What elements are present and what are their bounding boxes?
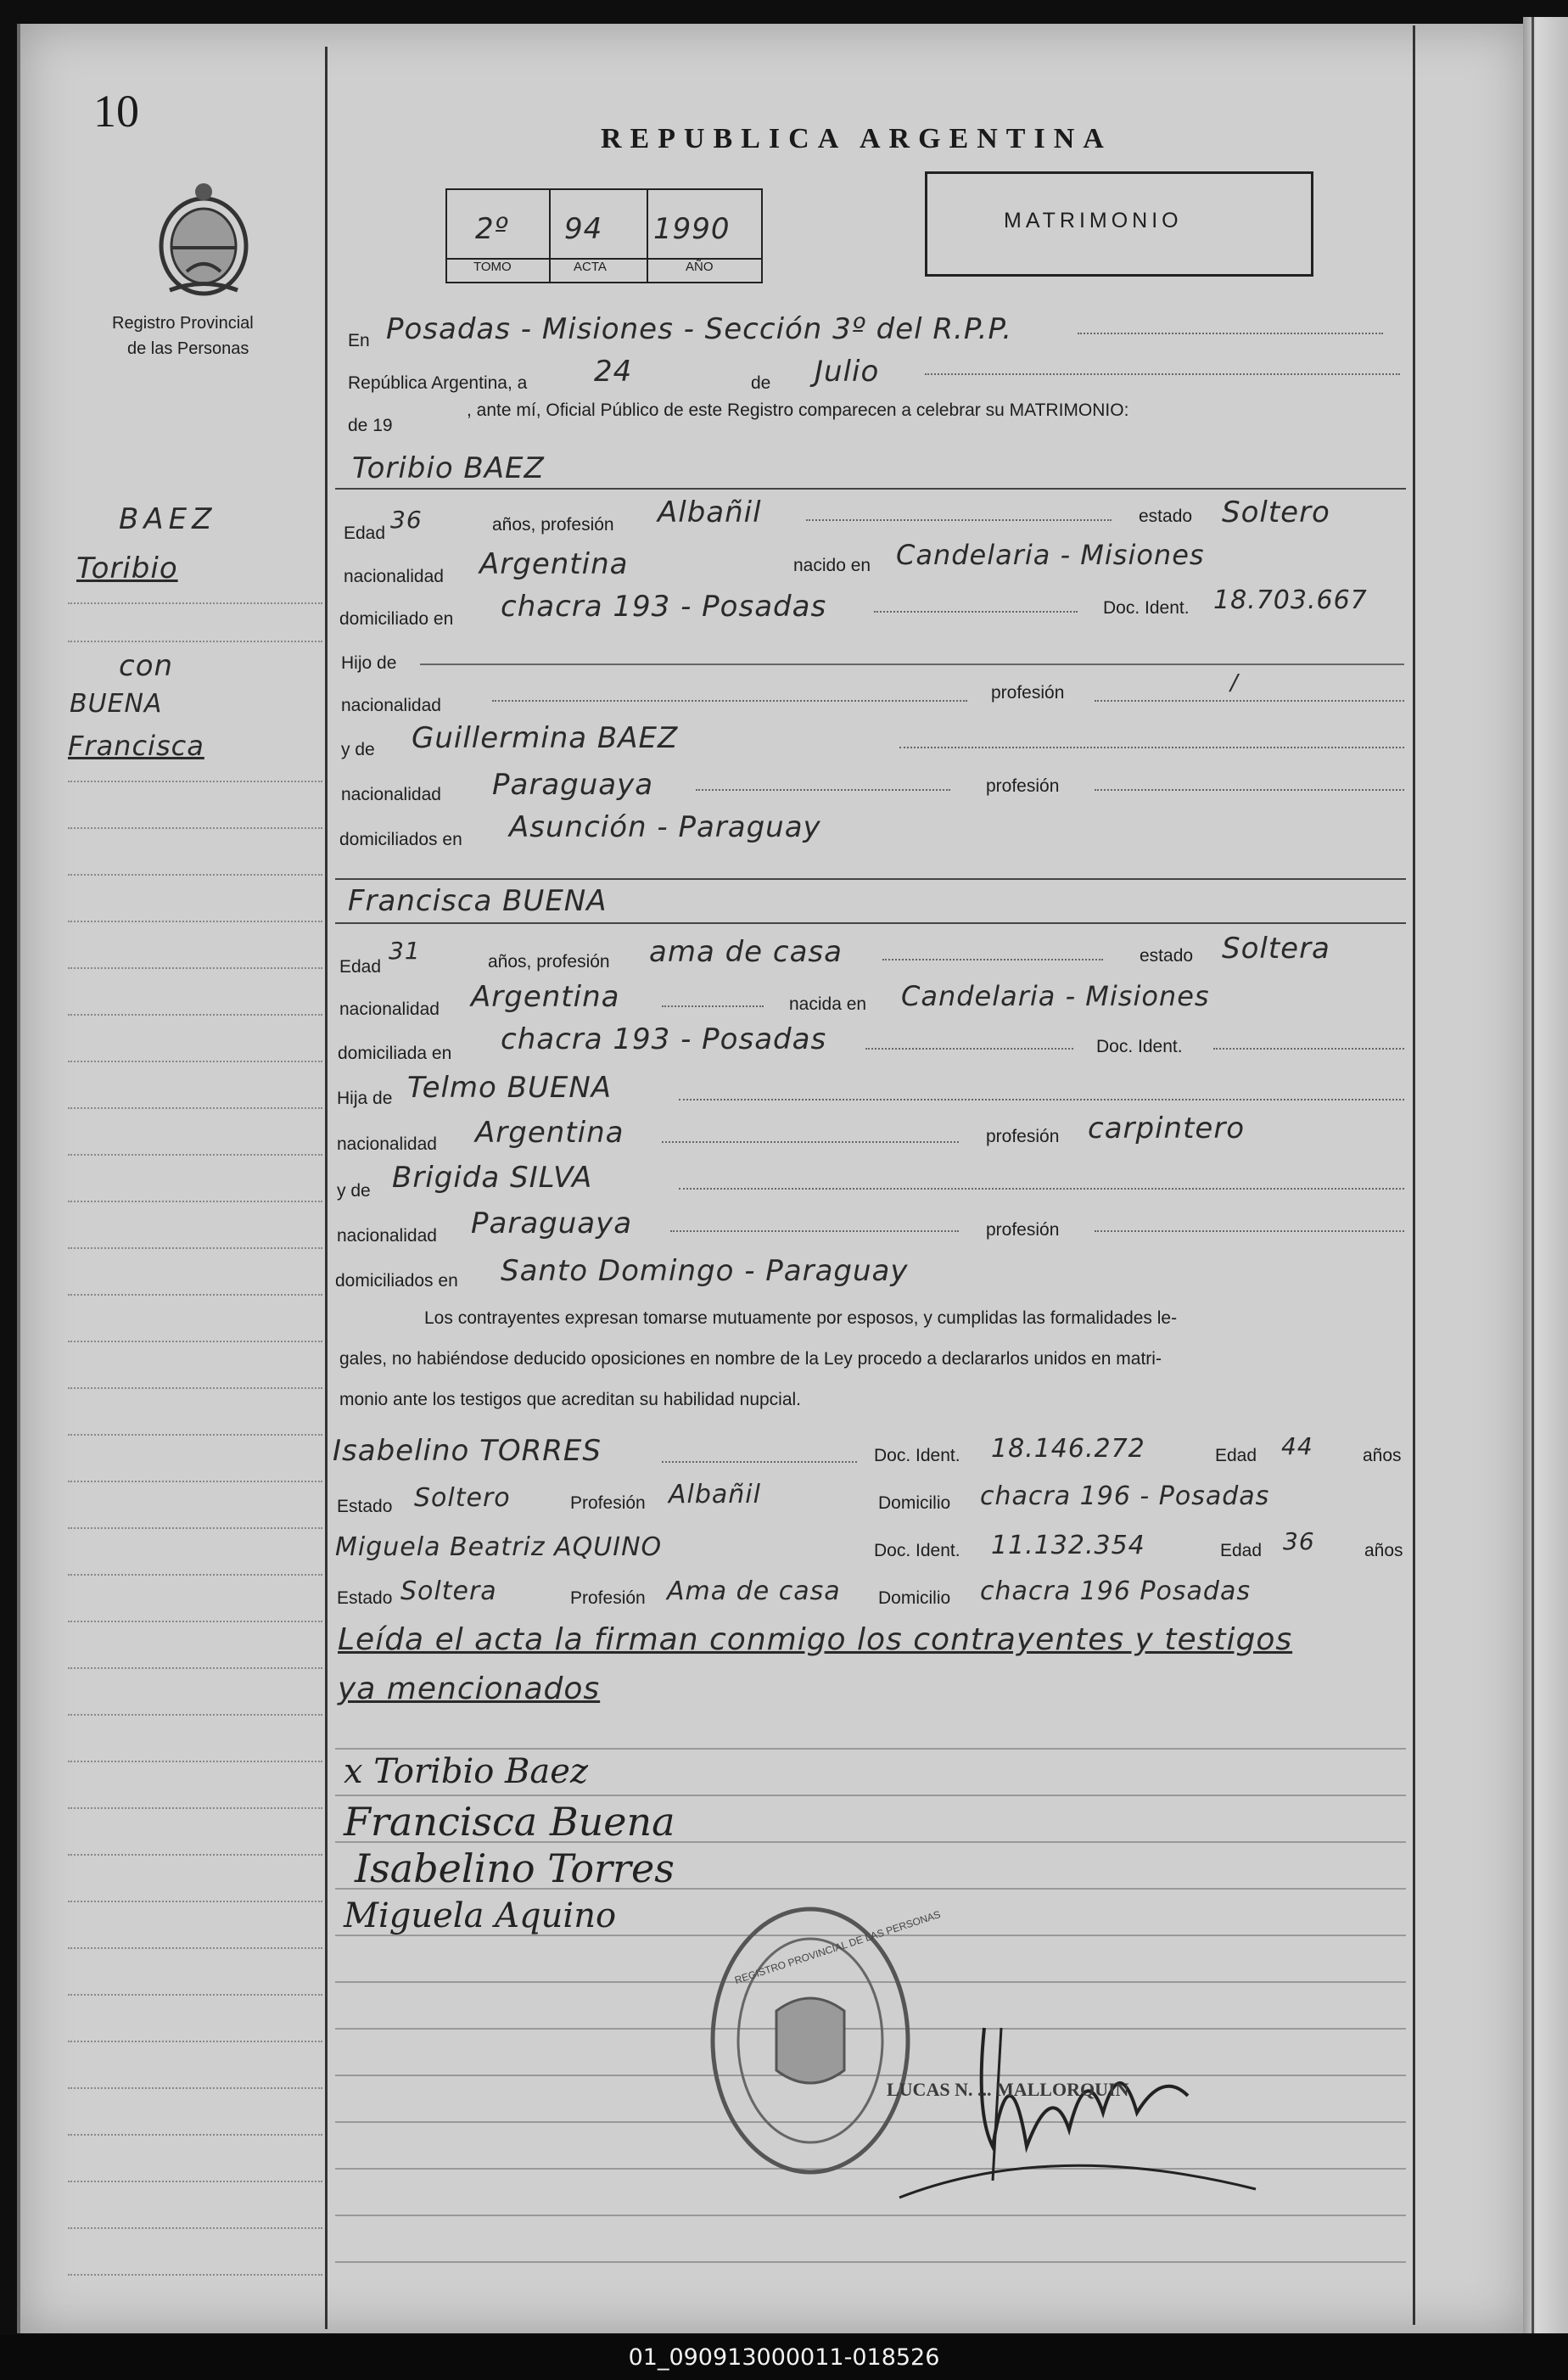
- husband-profesion: Albañil: [658, 496, 762, 529]
- witness1-doc: 18.146.272: [991, 1434, 1145, 1464]
- day-value: 24: [594, 355, 633, 389]
- ano-value: 1990: [653, 212, 731, 246]
- signature-witness1: Isabelino Torres: [355, 1845, 675, 1891]
- wife-madre-nac: Paraguaya: [471, 1207, 633, 1240]
- margin-husband-surname: BAEZ: [119, 502, 217, 536]
- witness1-doc-label: Doc. Ident.: [874, 1446, 960, 1465]
- wife-nac-label: nacionalidad: [339, 1000, 440, 1019]
- wife-domicilio: chacra 193 - Posadas: [501, 1022, 827, 1056]
- husband-madre-prof-label: profesión: [986, 776, 1060, 796]
- wife-edad: 31: [389, 937, 421, 965]
- wife-dom-label: domiciliada en: [338, 1044, 452, 1063]
- wife-madre: Brigida SILVA: [392, 1161, 593, 1195]
- republica-label: República Argentina, a: [348, 373, 528, 393]
- margin-con: con: [119, 649, 174, 683]
- witness2-profesion: Ama de casa: [667, 1576, 841, 1606]
- tomo-value: 2º: [475, 212, 509, 246]
- witness2-prof-label: Profesión: [570, 1588, 646, 1608]
- witness2-estado: Soltera: [400, 1576, 497, 1606]
- coat-of-arms-icon: [153, 180, 255, 299]
- declaration-paragraph: [339, 1298, 1410, 1420]
- margin-wife-surname: BUENA: [70, 689, 163, 719]
- husband-nacido: Candelaria - Misiones: [896, 539, 1205, 571]
- seal-text: REGISTRO PROVINCIAL DE LAS PERSONAS: [733, 1908, 943, 1986]
- declaration-line-1: Los contrayentes expresan tomarse mutuamente por esposos, y cumplidas las formalidades le-: [424, 1308, 1178, 1328]
- husband-dom-label: domiciliado en: [339, 609, 454, 629]
- closing-line-2: ya mencionados: [338, 1672, 601, 1706]
- wife-nacida: Candelaria - Misiones: [901, 980, 1210, 1012]
- witness2-domicilio: chacra 196 Posadas: [980, 1576, 1251, 1606]
- witness1-estado: Soltero: [414, 1483, 511, 1513]
- wife-anos-prof-label: años, profesión: [488, 952, 610, 972]
- wife-hija-label: Hija de: [337, 1089, 393, 1108]
- month-value: Julio: [815, 355, 880, 389]
- witness2-name: Miguela Beatriz AQUINO: [335, 1532, 663, 1562]
- wife-full-name: Francisca BUENA: [348, 884, 608, 918]
- wife-estado: Soltera: [1222, 932, 1330, 966]
- husband-padre-prof: /: [1230, 670, 1239, 696]
- year-text: , ante mí, Oficial Público de este Registro comparecen a celebrar su MATRIMONIO:: [467, 400, 1129, 420]
- en-label: En: [348, 331, 370, 350]
- wife-padre: Telmo BUENA: [407, 1071, 613, 1105]
- husband-full-name: Toribio BAEZ: [352, 451, 545, 485]
- husband-nac-label: nacionalidad: [344, 567, 444, 586]
- wife-padre-prof-label: profesión: [986, 1127, 1060, 1146]
- witness1-domicilio: chacra 196 - Posadas: [980, 1481, 1270, 1511]
- margin-wife-name: Francisca: [68, 730, 204, 762]
- husband-madre: Guillermina BAEZ: [412, 721, 679, 755]
- margin-divider: [325, 47, 328, 2329]
- wife-edad-label: Edad: [339, 957, 382, 977]
- wife-estado-label: estado: [1140, 946, 1194, 966]
- officer-name: LUCAS N. ... MALLORQUIN: [887, 2079, 1129, 2100]
- husband-doc: 18.703.667: [1213, 585, 1368, 615]
- country-title: REPUBLICA ARGENTINA: [601, 123, 1112, 154]
- witness1-estado-label: Estado: [337, 1497, 393, 1516]
- record-type: MATRIMONIO: [1004, 209, 1183, 232]
- acta-label: ACTA: [574, 260, 607, 274]
- witness1-prof-label: Profesión: [570, 1493, 646, 1513]
- signature-wife: Francisca Buena: [344, 1799, 675, 1845]
- declaration-line-2: gales, no habiéndose deducido oposiciones en nombre de la Ley procedo a declararlos unidos en matri-: [339, 1349, 1162, 1369]
- document-id-footer: 01_090913000011-018526: [0, 2335, 1568, 2380]
- wife-doc-label: Doc. Ident.: [1096, 1037, 1183, 1056]
- wife-padres-dom: Santo Domingo - Paraguay: [501, 1254, 909, 1288]
- signature-husband: x Toribio Baez: [344, 1752, 589, 1791]
- wife-profesion: ama de casa: [649, 935, 843, 969]
- husband-nacido-label: nacido en: [793, 556, 871, 575]
- wife-padres-dom-label: domiciliados en: [335, 1271, 458, 1291]
- witness1-edad-label: Edad: [1215, 1446, 1257, 1465]
- page-number: 10: [93, 86, 139, 137]
- husband-nacionalidad: Argentina: [479, 547, 629, 581]
- husband-anos-prof-label: años, profesión: [492, 515, 614, 535]
- witness1-edad: 44: [1281, 1432, 1313, 1460]
- husband-domicilio: chacra 193 - Posadas: [501, 590, 827, 624]
- book-binding: [1523, 17, 1568, 2333]
- wife-madre-nac-label: nacionalidad: [337, 1226, 437, 1246]
- husband-padre-prof-label: profesión: [991, 683, 1065, 703]
- registry-name-line2: de las Personas: [127, 339, 249, 358]
- wife-nacionalidad: Argentina: [471, 980, 620, 1014]
- registry-name-line1: Registro Provincial: [112, 314, 254, 333]
- witness2-anos-label: años: [1364, 1541, 1403, 1560]
- witness1-name: Isabelino TORRES: [333, 1434, 602, 1468]
- wife-nacida-label: nacida en: [789, 994, 867, 1014]
- wife-padre-nac-label: nacionalidad: [337, 1134, 437, 1154]
- husband-yde-label: y de: [341, 740, 375, 759]
- husband-edad-label: Edad: [344, 524, 386, 543]
- place-value: Posadas - Misiones - Sección 3º del R.P.P.: [386, 312, 1013, 346]
- husband-edad: 36: [390, 506, 423, 534]
- husband-estado: Soltero: [1222, 496, 1330, 529]
- tomo-label: TOMO: [473, 260, 512, 274]
- husband-doc-label: Doc. Ident.: [1103, 598, 1190, 618]
- declaration-line-3: monio ante los testigos que acreditan su habilidad nupcial.: [339, 1390, 802, 1409]
- de-label: de: [751, 373, 771, 393]
- husband-padres-dom: Asunción - Paraguay: [509, 810, 821, 844]
- husband-padre-nac-label: nacionalidad: [341, 696, 441, 715]
- acta-value: 94: [564, 212, 603, 246]
- witness1-dom-label: Domicilio: [878, 1493, 951, 1513]
- husband-padres-dom-label: domiciliados en: [339, 830, 462, 849]
- wife-yde-label: y de: [337, 1181, 371, 1201]
- margin-husband-name: Toribio: [76, 552, 178, 585]
- witness2-edad-label: Edad: [1220, 1541, 1263, 1560]
- signature-witness2: Miguela Aquino: [344, 1896, 617, 1935]
- witness2-dom-label: Domicilio: [878, 1588, 951, 1608]
- witness2-estado-label: Estado: [337, 1588, 393, 1608]
- witness1-profesion: Albañil: [669, 1480, 761, 1509]
- right-border: [1413, 25, 1415, 2325]
- ano-label: AÑO: [686, 260, 714, 274]
- witness1-anos-label: años: [1363, 1446, 1402, 1465]
- husband-madre-nac: Paraguaya: [492, 768, 654, 802]
- wife-padre-prof: carpintero: [1088, 1112, 1246, 1145]
- wife-padre-nac: Argentina: [475, 1116, 624, 1150]
- witness2-doc-label: Doc. Ident.: [874, 1541, 960, 1560]
- witness2-edad: 36: [1283, 1527, 1315, 1555]
- year-label: de 19: [348, 416, 393, 435]
- husband-madre-nac-label: nacionalidad: [341, 785, 441, 804]
- husband-estado-label: estado: [1139, 507, 1193, 526]
- officer-signature-icon: [882, 2011, 1273, 2206]
- husband-hijo-label: Hijo de: [341, 653, 397, 673]
- witness2-doc: 11.132.354: [991, 1531, 1145, 1560]
- wife-madre-prof-label: profesión: [986, 1220, 1060, 1240]
- closing-line-1: Leída el acta la firman conmigo los contrayentes y testigos: [338, 1622, 1293, 1657]
